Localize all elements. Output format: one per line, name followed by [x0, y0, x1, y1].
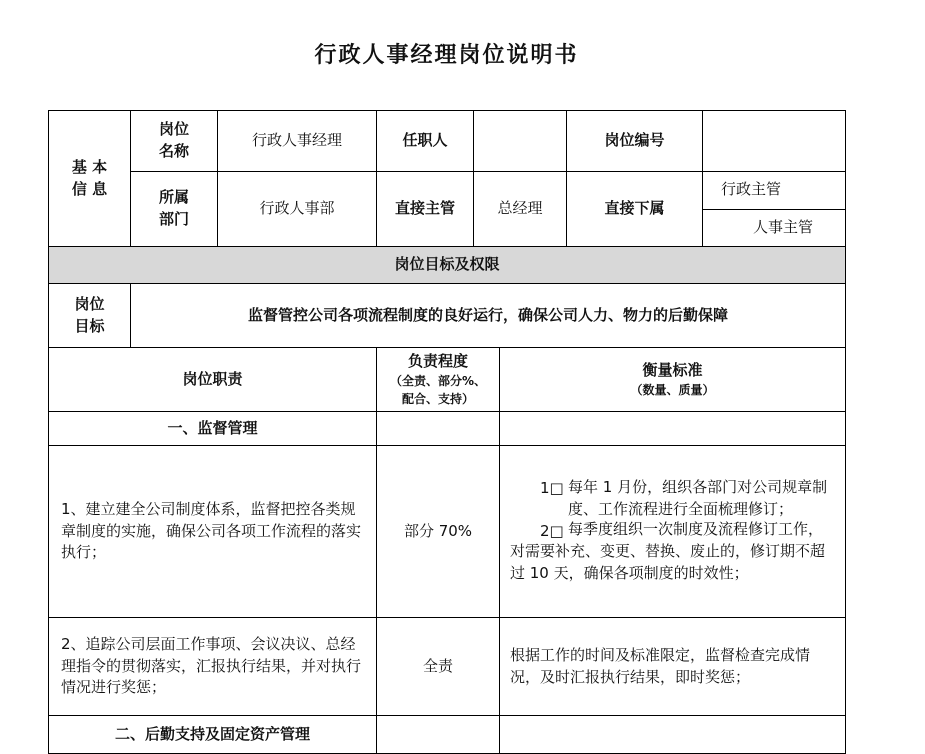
- post-name-value: 行政人事经理: [218, 111, 377, 172]
- direct-subordinate-label: 直接下属: [567, 172, 703, 247]
- post-code-label: 岗位编号: [567, 111, 703, 172]
- job-description-table: [48, 110, 846, 754]
- list-number: 2□: [540, 521, 564, 540]
- direct-supervisor-label: 直接主管: [377, 172, 474, 247]
- department-label: 所属 部门: [131, 172, 218, 247]
- incumbent-label: 任职人: [377, 111, 474, 172]
- measure-item: 每年 1 月份，组织各部门对公司规章制度、工作流程进行全面梳理修订；: [568, 478, 828, 518]
- document-title: 行政人事经理岗位说明书: [314, 43, 579, 68]
- incumbent-value: [474, 111, 567, 172]
- measurement-header: 衡量标准 （数量、质量）: [500, 348, 846, 412]
- measure-item: 对需要补充、变更、替换、废止的，修订期不超过 10 天，确保各项制度的时效性；: [510, 542, 826, 582]
- post-name-label: 岗位 名称: [131, 111, 218, 172]
- duty-text: 2、追踪公司层面工作事项、会议决议、总经理指令的贯彻落实，汇报执行结果，并对执行情况进行奖惩；: [49, 618, 377, 716]
- empty-cell: [500, 412, 846, 446]
- post-code-value: [703, 111, 846, 172]
- measurement-text: 根据工作的时间及标准限定，监督检查完成情况，及时汇报执行结果，即时奖惩；: [500, 618, 846, 716]
- responsibility-value: 部分 70%: [377, 446, 500, 618]
- subordinate-item: 行政主管: [721, 180, 782, 199]
- section-goals-header: 岗位目标及权限: [49, 247, 846, 284]
- empty-cell: [377, 716, 500, 754]
- measurement-text: [500, 446, 846, 618]
- subordinates-cell: [703, 172, 846, 247]
- department-value: 行政人事部: [218, 172, 377, 247]
- subordinate-item: 人事主管: [703, 209, 845, 247]
- measure-item: 每季度组织一次制度及流程修订工作，: [568, 520, 824, 539]
- duty-text: 1、建立建全公司制度体系，监督把控各类规章制度的实施，确保公司各项工作流程的落实执行；: [49, 446, 377, 618]
- direct-supervisor-value: 总经理: [474, 172, 567, 247]
- responsibility-value: 全责: [377, 618, 500, 716]
- basic-info-label: 基 本 信 息: [49, 111, 131, 247]
- goal-label: 岗位 目标: [49, 284, 131, 348]
- goal-text: 监督管控公司各项流程制度的良好运行，确保公司人力、物力的后勤保障: [131, 284, 846, 348]
- empty-cell: [377, 412, 500, 446]
- group-header: 一、监督管理: [49, 412, 377, 446]
- empty-cell: [500, 716, 846, 754]
- list-number: 1□: [540, 479, 564, 498]
- duties-header: 岗位职责: [49, 348, 377, 412]
- responsibility-header: 负责程度 （全责、部分%、 配合、支持）: [377, 348, 500, 412]
- group-header: 二、后勤支持及固定资产管理: [49, 716, 377, 754]
